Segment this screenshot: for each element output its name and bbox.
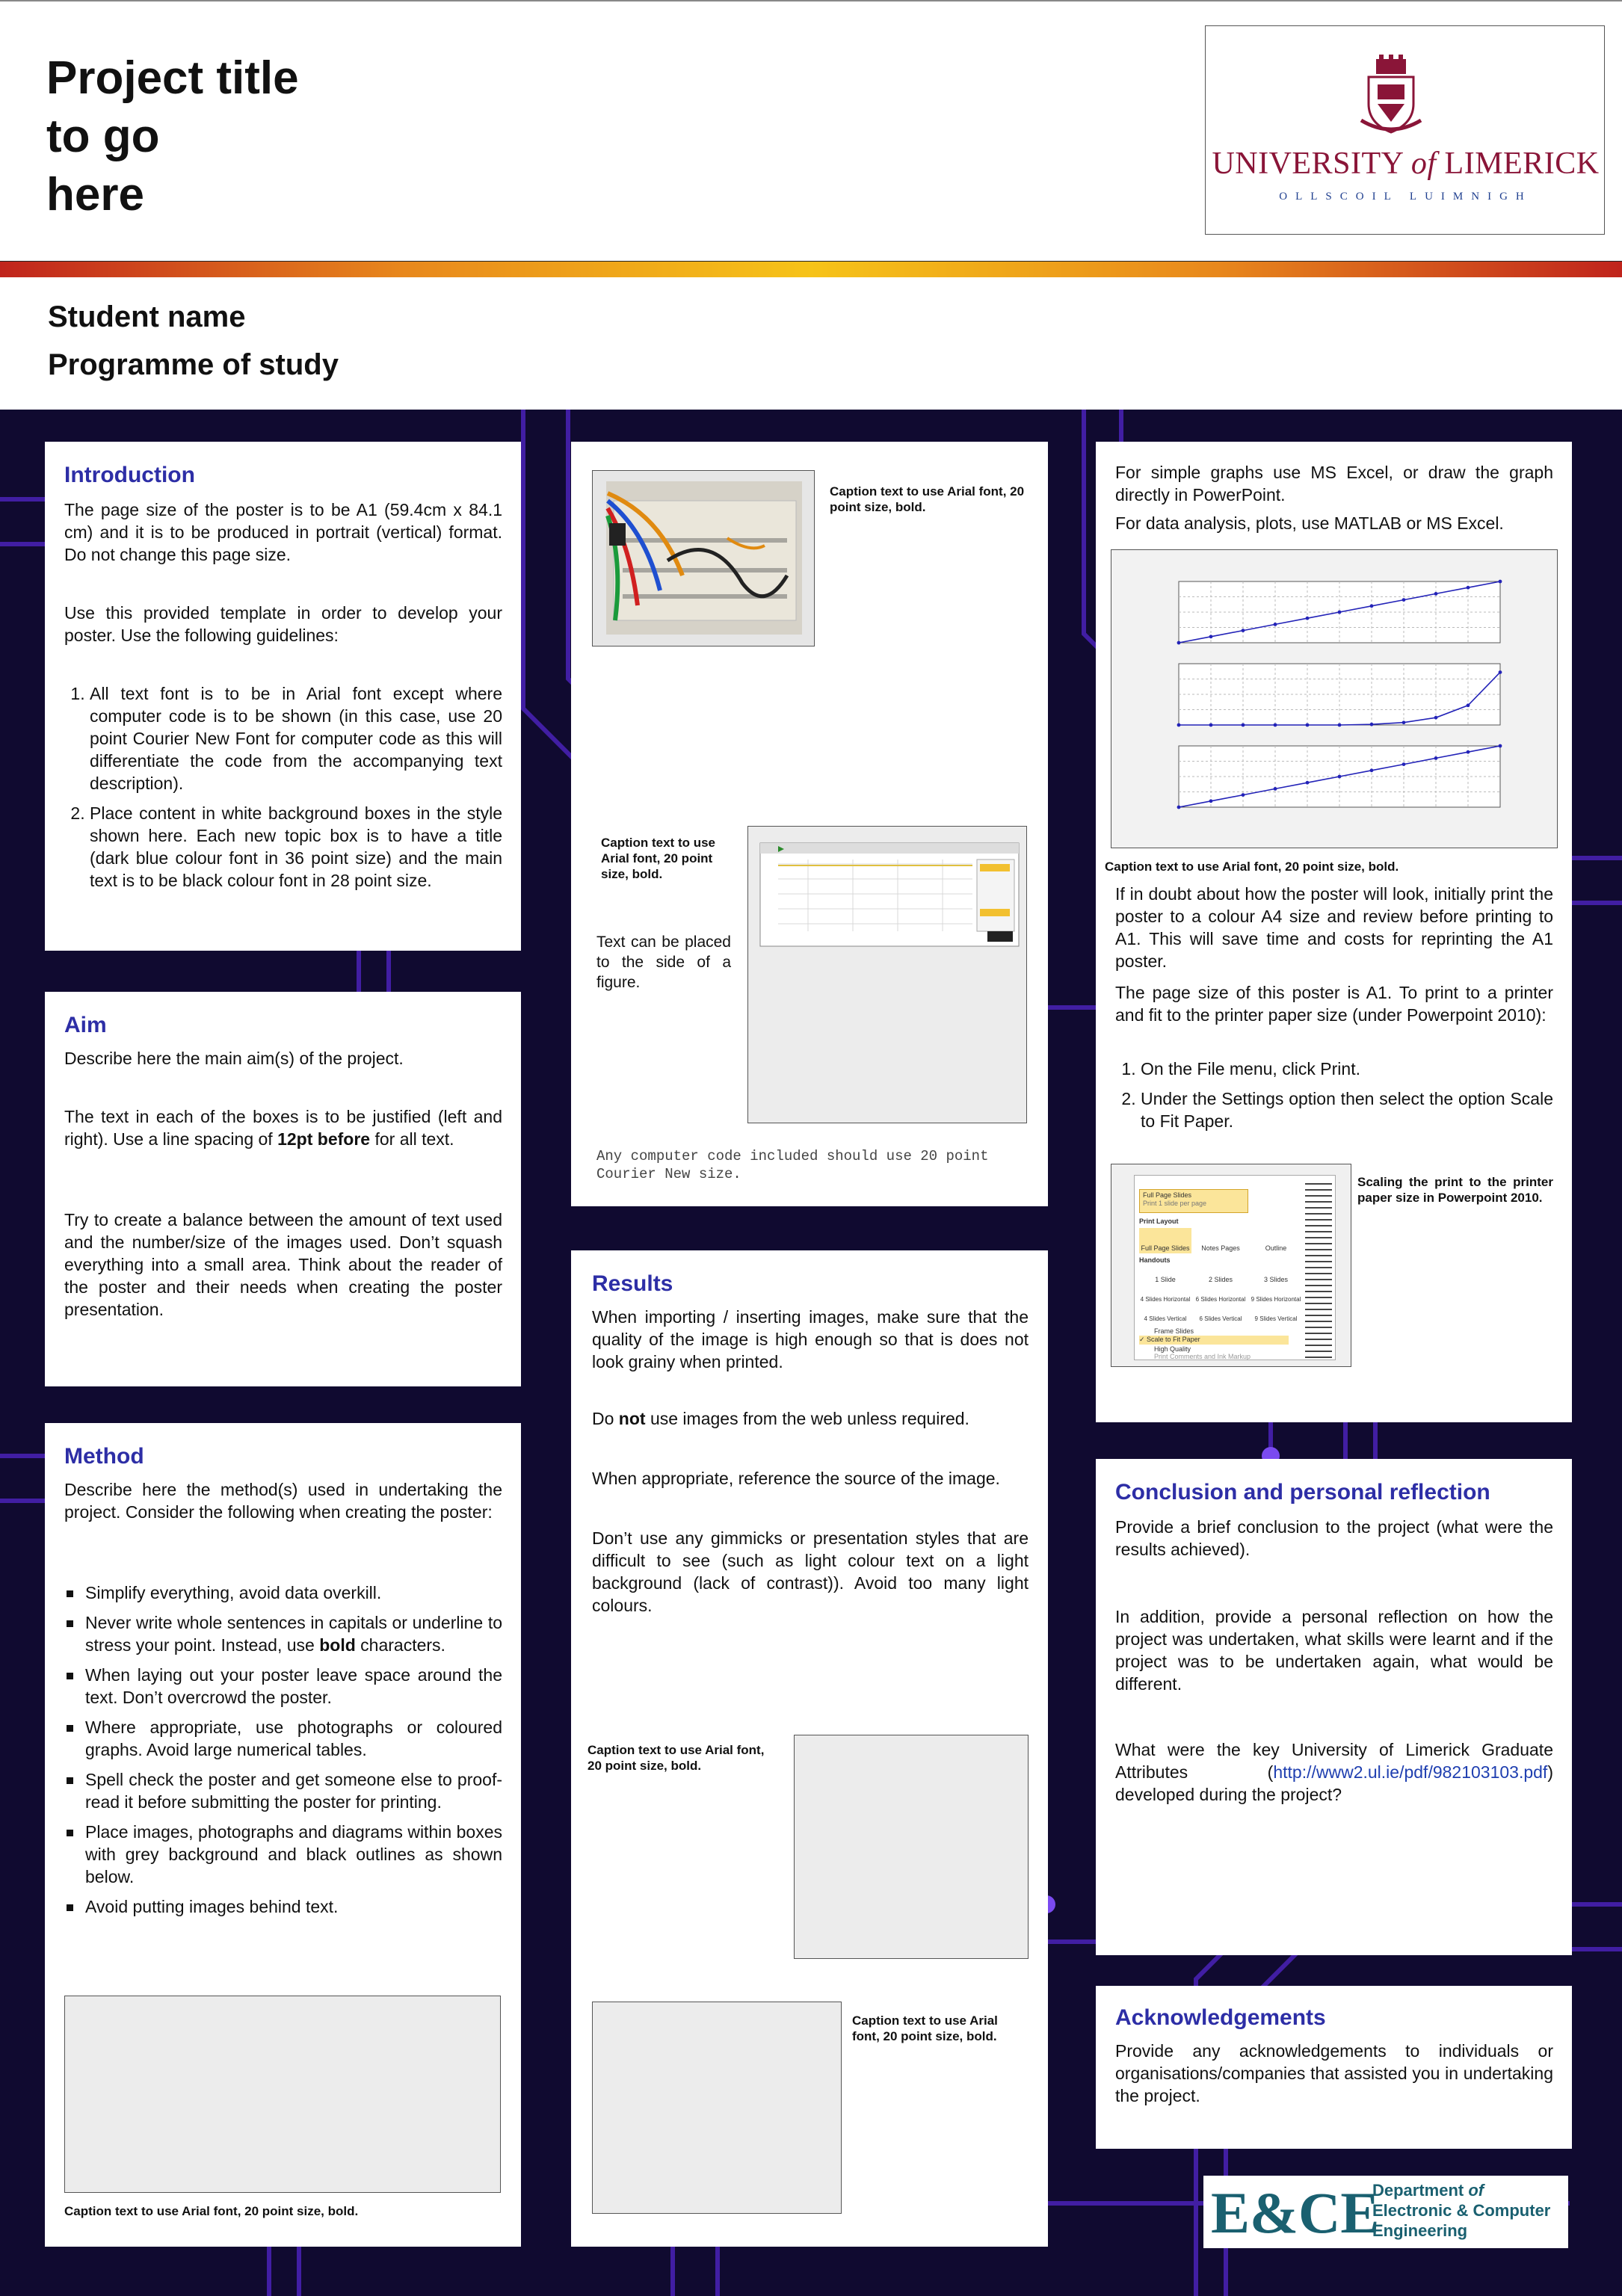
results-caption-1: Caption text to use Arial font, 20 point size, bold. <box>588 1743 765 1773</box>
acknowledgements-paragraph: Provide any acknowledgements to individuals or organisations/companies that assisted you in undertaking the project. <box>1115 2041 1553 2105</box>
dialog-option-sublabel: Print 1 slide per page <box>1143 1200 1207 1207</box>
results-panel <box>571 1250 1048 2247</box>
data-point <box>1370 604 1374 608</box>
crest-icon <box>1355 55 1427 137</box>
data-point <box>1274 623 1277 626</box>
dialog-frame-slides: Frame Slides <box>1154 1327 1194 1335</box>
conclusion-paragraph-1: Provide a brief conclusion to the project (what were the results achieved). <box>1115 1517 1553 1559</box>
ece-line-1 <box>1372 2180 1550 2200</box>
data-point <box>1306 723 1310 727</box>
ece-line-1-of: of <box>1468 2181 1484 2200</box>
data-point <box>1434 716 1438 720</box>
method-title: Method <box>64 1444 144 1469</box>
ece-department-logo <box>1203 2176 1568 2248</box>
introduction-paragraph-2: Use this provided template in order to develop your poster. Use the following guidelines: <box>64 603 502 645</box>
data-point <box>1177 806 1181 809</box>
check-icon: ✓ <box>1139 1336 1147 1343</box>
dialog-handout-1: 1 Slide <box>1155 1276 1176 1283</box>
dialog-handout-7: 4 Slides Vertical <box>1144 1315 1187 1322</box>
dialog-scale-row <box>1139 1336 1289 1345</box>
print-step-2: 2. Under the Settings option then select the option Scale to Fit Paper. <box>1141 1087 1553 1132</box>
method-bullet-list <box>64 1581 502 1925</box>
graph-caption: Caption text to use Arial font, 20 point size, bold. <box>1105 860 1399 874</box>
poster-header <box>0 0 1622 262</box>
print-dialog <box>1134 1175 1336 1360</box>
breadboard-photo <box>592 470 815 646</box>
dialog-handout-8: 6 Slides Vertical <box>1199 1315 1242 1322</box>
method-paragraph-1: Describe here the method(s) used in undertaking the project. Consider the following when creating the poster: <box>64 1480 502 1522</box>
dialog-layout-full-page: Full Page Slides <box>1139 1228 1191 1253</box>
data-point <box>1209 799 1213 803</box>
results-p2-text: Do <box>592 1409 619 1428</box>
data-point <box>1402 762 1406 766</box>
logo-word-limerick: LIMERICK <box>1444 146 1600 181</box>
results-p2-end: use images from the web unless required. <box>645 1409 969 1428</box>
data-point <box>1499 580 1502 584</box>
dialog-layout-notes: Notes Pages <box>1201 1244 1240 1252</box>
method-bullet-2-bold: bold <box>319 1635 356 1655</box>
ece-line-3: Engineering <box>1372 2221 1468 2240</box>
oscilloscope-software-image <box>748 827 1026 954</box>
data-point <box>1338 611 1342 614</box>
dialog-handout-3: 3 Slides <box>1263 1276 1289 1283</box>
dialog-handout-9: 9 Slides Vertical <box>1254 1315 1298 1322</box>
data-point <box>1242 723 1245 727</box>
results-p2-bold: not <box>618 1409 646 1428</box>
dialog-handout-4: 4 Slides Horizontal <box>1140 1296 1191 1303</box>
title-line-2: to go <box>46 111 160 162</box>
data-point <box>1274 723 1277 727</box>
dialog-handouts-label: Handouts <box>1139 1256 1171 1264</box>
method-bullet-2 <box>64 1611 502 1656</box>
method-bullet-5: Spell check the poster and get someone else to proof-read it before submitting the poster for printing. <box>64 1768 502 1813</box>
guideline-item-2: 2. Place content in white background boxes in the style shown here. Each new topic box is to have a title (dark blue colour font in 36 point size) and the main text is to be black colour font in 28 point size. <box>90 802 502 892</box>
data-point <box>1209 723 1213 727</box>
conclusion-p3-text: What were the key University of Limerick Graduate Attributes ( <box>1115 1740 1553 1782</box>
student-name: Student name <box>48 300 246 333</box>
results-title: Results <box>592 1271 673 1296</box>
data-point <box>1402 598 1406 602</box>
side-text: Text can be placed to the side of a figure. <box>596 933 731 991</box>
acknowledgements-title: Acknowledgements <box>1115 2005 1326 2030</box>
data-point <box>1242 793 1245 797</box>
aim-p2-text: The text in each of the boxes is to be justified (left and right). Use a line spacing of <box>64 1107 502 1149</box>
aim-p2-bold: 12pt before <box>277 1129 371 1149</box>
dialog-scale-to-fit: Scale to Fit Paper <box>1147 1336 1200 1343</box>
graduate-attributes-link[interactable]: http://www2.ul.ie/pdf/982103103.pdf <box>1273 1762 1548 1782</box>
print-steps-list <box>1115 1058 1553 1140</box>
matlab-plot-frame <box>1111 549 1558 848</box>
data-point <box>1434 756 1438 760</box>
software-screenshot-frame <box>747 826 1027 1123</box>
results-paragraph-1: When importing / inserting images, make sure that the quality of the image is high enough so that is does not look grainy when printed. <box>592 1307 1029 1371</box>
introduction-paragraph-1: The page size of the poster is to be A1 (59.4cm x 84.1 cm) and it is to be produced in portrait (vertical) format. Do not change this page size. <box>64 500 502 564</box>
results-image-placeholder-1 <box>794 1735 1029 1959</box>
conclusion-title: Conclusion and personal reflection <box>1115 1480 1490 1505</box>
dialog-handout-2: 2 Slides <box>1208 1276 1233 1283</box>
results-paragraph-4: Don’t use any gimmicks or presentation styles that are difficult to see (such as light colour text on a light background (lack of contrast)). Avoid too many light colours. <box>592 1528 1029 1615</box>
graphs-paragraph-4: The page size of this poster is A1. To print to a printer and fit to the printer paper size (under Powerpoint 2010): <box>1115 983 1553 1025</box>
aim-title: Aim <box>64 1013 107 1037</box>
graphs-paragraph-2: For data analysis, plots, use MATLAB or MS Excel. <box>1115 513 1504 533</box>
method-bullet-7: Avoid putting images behind text. <box>64 1895 502 1918</box>
results-paragraph-2 <box>592 1407 1029 1430</box>
title-line-3: here <box>46 169 144 220</box>
aim-paragraph-1: Describe here the main aim(s) of the project. <box>64 1049 404 1068</box>
data-point <box>1274 787 1277 791</box>
data-point <box>1177 723 1181 727</box>
conclusion-p3-end: ) developed during the project? <box>1115 1762 1553 1804</box>
dialog-print-layout-label: Print Layout <box>1139 1218 1179 1225</box>
dialog-high-quality: High Quality <box>1154 1345 1191 1353</box>
data-point <box>1177 641 1181 645</box>
aim-panel <box>45 992 521 1386</box>
method-bullet-6: Place images, photographs and diagrams within boxes with grey background and black outlines as shown below. <box>64 1821 502 1888</box>
method-panel <box>45 1423 521 2247</box>
results-image-placeholder-2 <box>592 2002 842 2214</box>
ece-letters: E&CE <box>1211 2180 1380 2245</box>
ece-department-name <box>1372 2180 1550 2241</box>
print-dialog-selected-option <box>1139 1189 1248 1213</box>
conclusion-panel <box>1096 1459 1572 1955</box>
data-point <box>1370 723 1374 726</box>
university-name <box>1206 146 1606 182</box>
figures-panel <box>571 442 1048 1206</box>
logo-word-university: UNIVERSITY <box>1212 146 1403 181</box>
introduction-panel <box>45 442 521 951</box>
aim-paragraph-3: Try to create a balance between the amount of text used and the number/size of the images used. Don’t squash everything into a small area. Think about the reader of the poster and their needs when creating the poster presentation. <box>64 1210 502 1319</box>
code-sample-text: Any computer code included should use 20 point Courier New size. <box>596 1148 989 1182</box>
introduction-title: Introduction <box>64 463 195 487</box>
figure-caption-1: Caption text to use Arial font, 20 point size, bold. <box>830 484 1025 514</box>
data-point <box>1467 750 1470 754</box>
logo-word-of: of <box>1410 146 1437 181</box>
data-point <box>1434 592 1438 596</box>
print-dialog-frame <box>1111 1164 1351 1367</box>
ece-line-1-text: Department <box>1372 2181 1469 2200</box>
method-bullet-1: Simplify everything, avoid data overkill. <box>64 1581 502 1604</box>
figure-caption-2: Caption text to use Arial font, 20 point size, bold. <box>601 836 716 881</box>
graphs-paragraph-1: For simple graphs use MS Excel, or draw the graph directly in PowerPoint. <box>1115 463 1553 504</box>
guideline-item-1: 1. All text font is to be in Arial font except where computer code is to be shown (in this case, use 20 point Courier New Font for computer code as this will differentiate the code from the accompanying text description). <box>90 682 502 794</box>
data-point <box>1338 723 1342 727</box>
data-point <box>1306 617 1310 620</box>
title-line-1: Project title <box>46 52 299 104</box>
plot-2 <box>1177 664 1502 726</box>
dialog-preview-strip <box>1305 1179 1332 1358</box>
results-paragraph-3: When appropriate, reference the source of the image. <box>592 1469 1000 1488</box>
print-caption: Scaling the print to the printer paper size in Powerpoint 2010. <box>1357 1175 1553 1205</box>
graphs-panel <box>1096 442 1572 1422</box>
method-caption: Caption text to use Arial font, 20 point size, bold. <box>64 2204 359 2218</box>
university-irish-name: OLLSCOIL LUIMNIGH <box>1279 191 1532 203</box>
method-bullet-4: Where appropriate, use photographs or coloured graphs. Avoid large numerical tables. <box>64 1716 502 1761</box>
method-bullet-2-end: characters. <box>355 1635 445 1655</box>
data-point <box>1306 781 1310 785</box>
method-bullet-2-text: Never write whole sentences in capitals or underline to stress your point. Instead, use <box>85 1613 502 1655</box>
breadboard-image <box>593 471 814 646</box>
university-logo <box>1205 25 1605 235</box>
matlab-plots-chart <box>1111 550 1557 848</box>
project-title <box>46 49 405 224</box>
data-point <box>1402 720 1406 724</box>
data-point <box>1499 744 1502 748</box>
aim-paragraph-2 <box>64 1105 502 1150</box>
results-caption-2: Caption text to use Arial font, 20 point size, bold. <box>852 2013 998 2043</box>
acknowledgements-panel <box>1096 1986 1572 2149</box>
data-point <box>1370 768 1374 772</box>
plot-1 <box>1177 580 1502 645</box>
dialog-option-label: Full Page Slides <box>1143 1191 1192 1199</box>
method-bullet-3: When laying out your poster leave space around the text. Don’t overcrowd the poster. <box>64 1664 502 1709</box>
conclusion-paragraph-2: In addition, provide a personal reflection on how the project was undertaken, what skills were learnt and if the project was to be undertaken again, what would be different. <box>1115 1607 1553 1694</box>
programme-of-study: Programme of study <box>48 348 339 381</box>
header-stripe <box>0 261 1622 277</box>
guidelines-list <box>64 682 502 899</box>
dialog-handout-5: 6 Slides Horizontal <box>1195 1296 1246 1303</box>
data-point <box>1467 586 1470 590</box>
dialog-print-comments: Print Comments and Ink Markup <box>1154 1353 1251 1360</box>
dialog-handout-6: 9 Slides Horizontal <box>1251 1296 1301 1303</box>
data-point <box>1338 775 1342 779</box>
aim-p2-text-end: for all text. <box>370 1129 454 1149</box>
conclusion-paragraph-3 <box>1115 1738 1553 1806</box>
data-point <box>1209 635 1213 638</box>
method-image-placeholder <box>64 1996 501 2193</box>
data-point <box>1499 670 1502 674</box>
graphs-paragraph-3: If in doubt about how the poster will look, initially print the poster to a colour A4 size and review before printing to A1. This will save time and costs for reprinting the A1 poster. <box>1115 884 1553 971</box>
plot-3 <box>1177 744 1502 809</box>
ece-line-2: Electronic & Computer <box>1372 2201 1551 2220</box>
data-point <box>1242 629 1245 632</box>
data-point <box>1467 703 1470 707</box>
print-step-1: 1. On the File menu, click Print. <box>1141 1058 1553 1080</box>
dialog-layout-outline: Outline <box>1265 1244 1287 1252</box>
